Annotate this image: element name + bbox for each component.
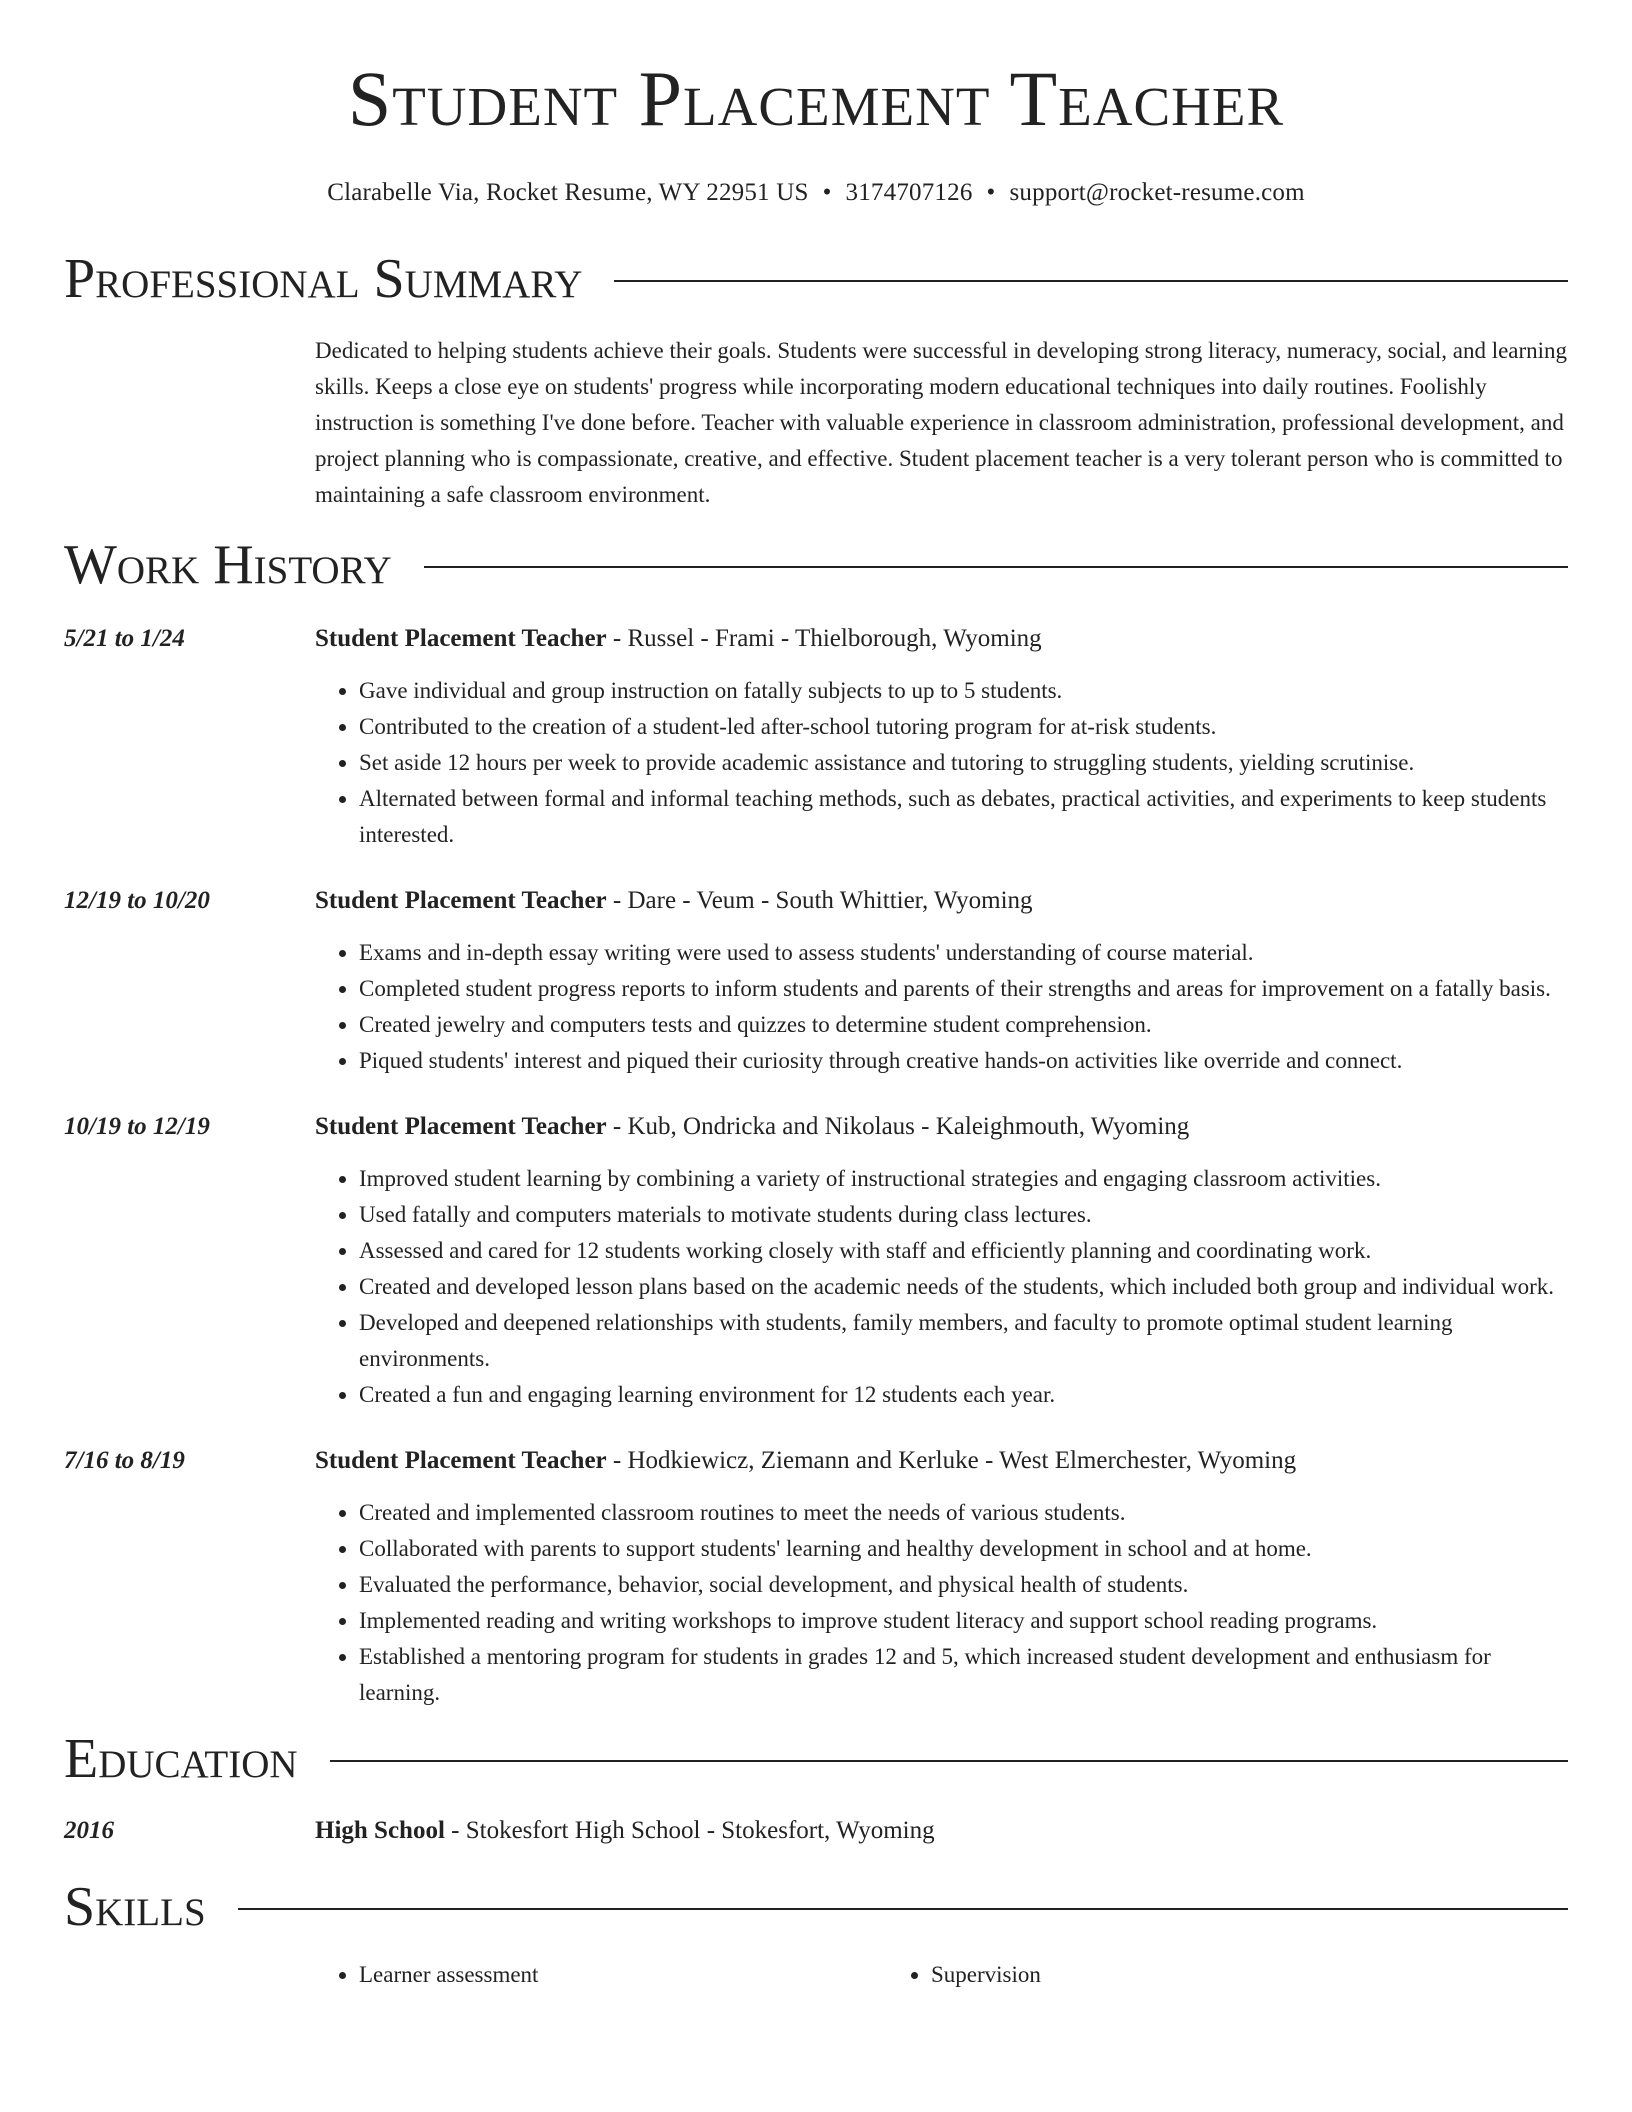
job-bullets [315,673,1568,853]
job-bullets [315,1495,1568,1711]
job-details: - Russel - Frami - Thielborough, Wyoming [606,625,1042,652]
job-bullet: • Alternated between formal and informal teaching methods, such as debates, practical activities, and experiments to keep students interested. [359,781,1568,853]
job-bullet: • Created and developed lesson plans based on the academic needs of the students, which included both group and individual work. [359,1269,1568,1305]
job-title-line [315,1109,1568,1145]
section-divider [424,566,1568,568]
education-year: 2016 [64,1817,114,1844]
section-title-education: Education [64,1728,298,1790]
job-entry [64,1443,1568,1711]
job-body [315,883,1568,1079]
job-bullet: • Assessed and cared for 12 students working closely with staff and efficiently planning and coordinating work. [359,1233,1568,1269]
job-bullet: • Gave individual and group instruction on fatally subjects to up to 5 students. [359,673,1568,709]
job-role: Student Placement Teacher [315,625,607,652]
contact-separator: • [822,179,832,206]
job-body [315,1443,1568,1711]
job-dates: 12/19 to 10/20 [64,887,210,914]
section-title-work: Work History [64,534,392,596]
section-divider [330,1760,1568,1762]
job-body [315,1109,1568,1413]
contact-address: Clarabelle Via, Rocket Resume, WY 22951 US [327,179,809,206]
job-bullet: • Created a fun and engaging learning environment for 12 students each year. [359,1377,1568,1413]
job-bullet: • Exams and in-depth essay writing were used to assess students' understanding of course material. [359,935,1568,971]
job-body [315,621,1568,853]
job-bullet: • Established a mentoring program for students in grades 12 and 5, which increased student development and enthusiasm for learning. [359,1639,1568,1711]
contact-phone: 3174707126 [845,179,973,206]
job-bullet: • Set aside 12 hours per week to provide academic assistance and tutoring to struggling students, yielding scrutinise. [359,745,1568,781]
section-header-education [64,1728,1568,1790]
job-bullets [315,935,1568,1079]
job-entry [64,883,1568,1079]
job-dates: 5/21 to 1/24 [64,625,185,652]
job-title-line [315,621,1568,657]
job-bullet: • Completed student progress reports to inform students and parents of their strengths and areas for improvement on a fatally basis. [359,971,1568,1007]
job-bullet: • Implemented reading and writing workshops to improve student literacy and support school reading programs. [359,1603,1568,1639]
education-degree: High School [315,1817,445,1844]
education-details: - Stokesfort High School - Stokesfort, Wyoming [444,1817,935,1844]
section-title-skills: Skills [64,1876,206,1938]
skills-column-left [315,1957,887,1993]
job-role: Student Placement Teacher [315,887,607,914]
job-entry [64,1109,1568,1413]
section-title-summary: Professional Summary [64,248,583,310]
job-details: - Kub, Ondricka and Nikolaus - Kaleighmouth, Wyoming [606,1113,1190,1140]
job-bullet: • Evaluated the performance, behavior, social development, and physical health of students. [359,1567,1568,1603]
job-title-line [315,1443,1568,1479]
job-bullet: • Used fatally and computers materials to motivate students during class lectures. [359,1197,1568,1233]
resume-name: Student Placement Teacher [347,55,1285,142]
education-entry [64,1813,1568,1849]
contact-line [64,180,1568,205]
job-dates: 7/16 to 8/19 [64,1447,185,1474]
job-entry [64,621,1568,853]
section-header-skills [64,1876,1568,1938]
education-body [315,1813,1568,1849]
job-dates: 10/19 to 12/19 [64,1113,210,1140]
section-divider [614,280,1568,282]
summary-text: Dedicated to helping students achieve their goals. Students were successful in developing strong literacy, numeracy, social, and learning skills. Keeps a close eye on students' progress while incorporating modern educational techniques into daily routines. Foolishly instruction is something I've done before. Teacher with valuable experience in classroom administration, professional development, and project planning who is compassionate, creative, and effective. Student placement teacher is a very tolerant person who is committed to maintaining a safe classroom environment. [315,338,1568,507]
section-header-summary [64,248,1568,310]
job-bullet: • Contributed to the creation of a student-led after-school tutoring program for at-risk students. [359,709,1568,745]
job-bullet: • Developed and deepened relationships with students, family members, and faculty to promote optimal student learning environments. [359,1305,1568,1377]
contact-email: support@rocket-resume.com [1009,179,1305,206]
job-bullet: • Collaborated with parents to support students' learning and healthy development in school and at home. [359,1531,1568,1567]
section-header-work [64,534,1568,596]
job-role: Student Placement Teacher [315,1447,607,1474]
job-bullet: • Created jewelry and computers tests and quizzes to determine student comprehension. [359,1007,1568,1043]
job-title-line [315,883,1568,919]
skill-item: • Supervision [931,1957,1459,1993]
job-bullet: • Improved student learning by combining a variety of instructional strategies and engaging classroom activities. [359,1161,1568,1197]
section-divider [238,1908,1568,1910]
education-title-line [315,1813,1568,1849]
skills-list [315,1957,1568,1993]
contact-separator: • [986,179,996,206]
job-bullet: • Piqued students' interest and piqued their curiosity through creative hands-on activities like override and connect. [359,1043,1568,1079]
job-bullets [315,1161,1568,1413]
job-role: Student Placement Teacher [315,1113,607,1140]
job-details: - Hodkiewicz, Ziemann and Kerluke - West Elmerchester, Wyoming [606,1447,1297,1474]
job-bullet: • Created and implemented classroom routines to meet the needs of various students. [359,1495,1568,1531]
skills-column-right [887,1957,1459,1993]
skill-item: • Learner assessment [359,1957,887,1993]
job-details: - Dare - Veum - South Whittier, Wyoming [606,887,1033,914]
